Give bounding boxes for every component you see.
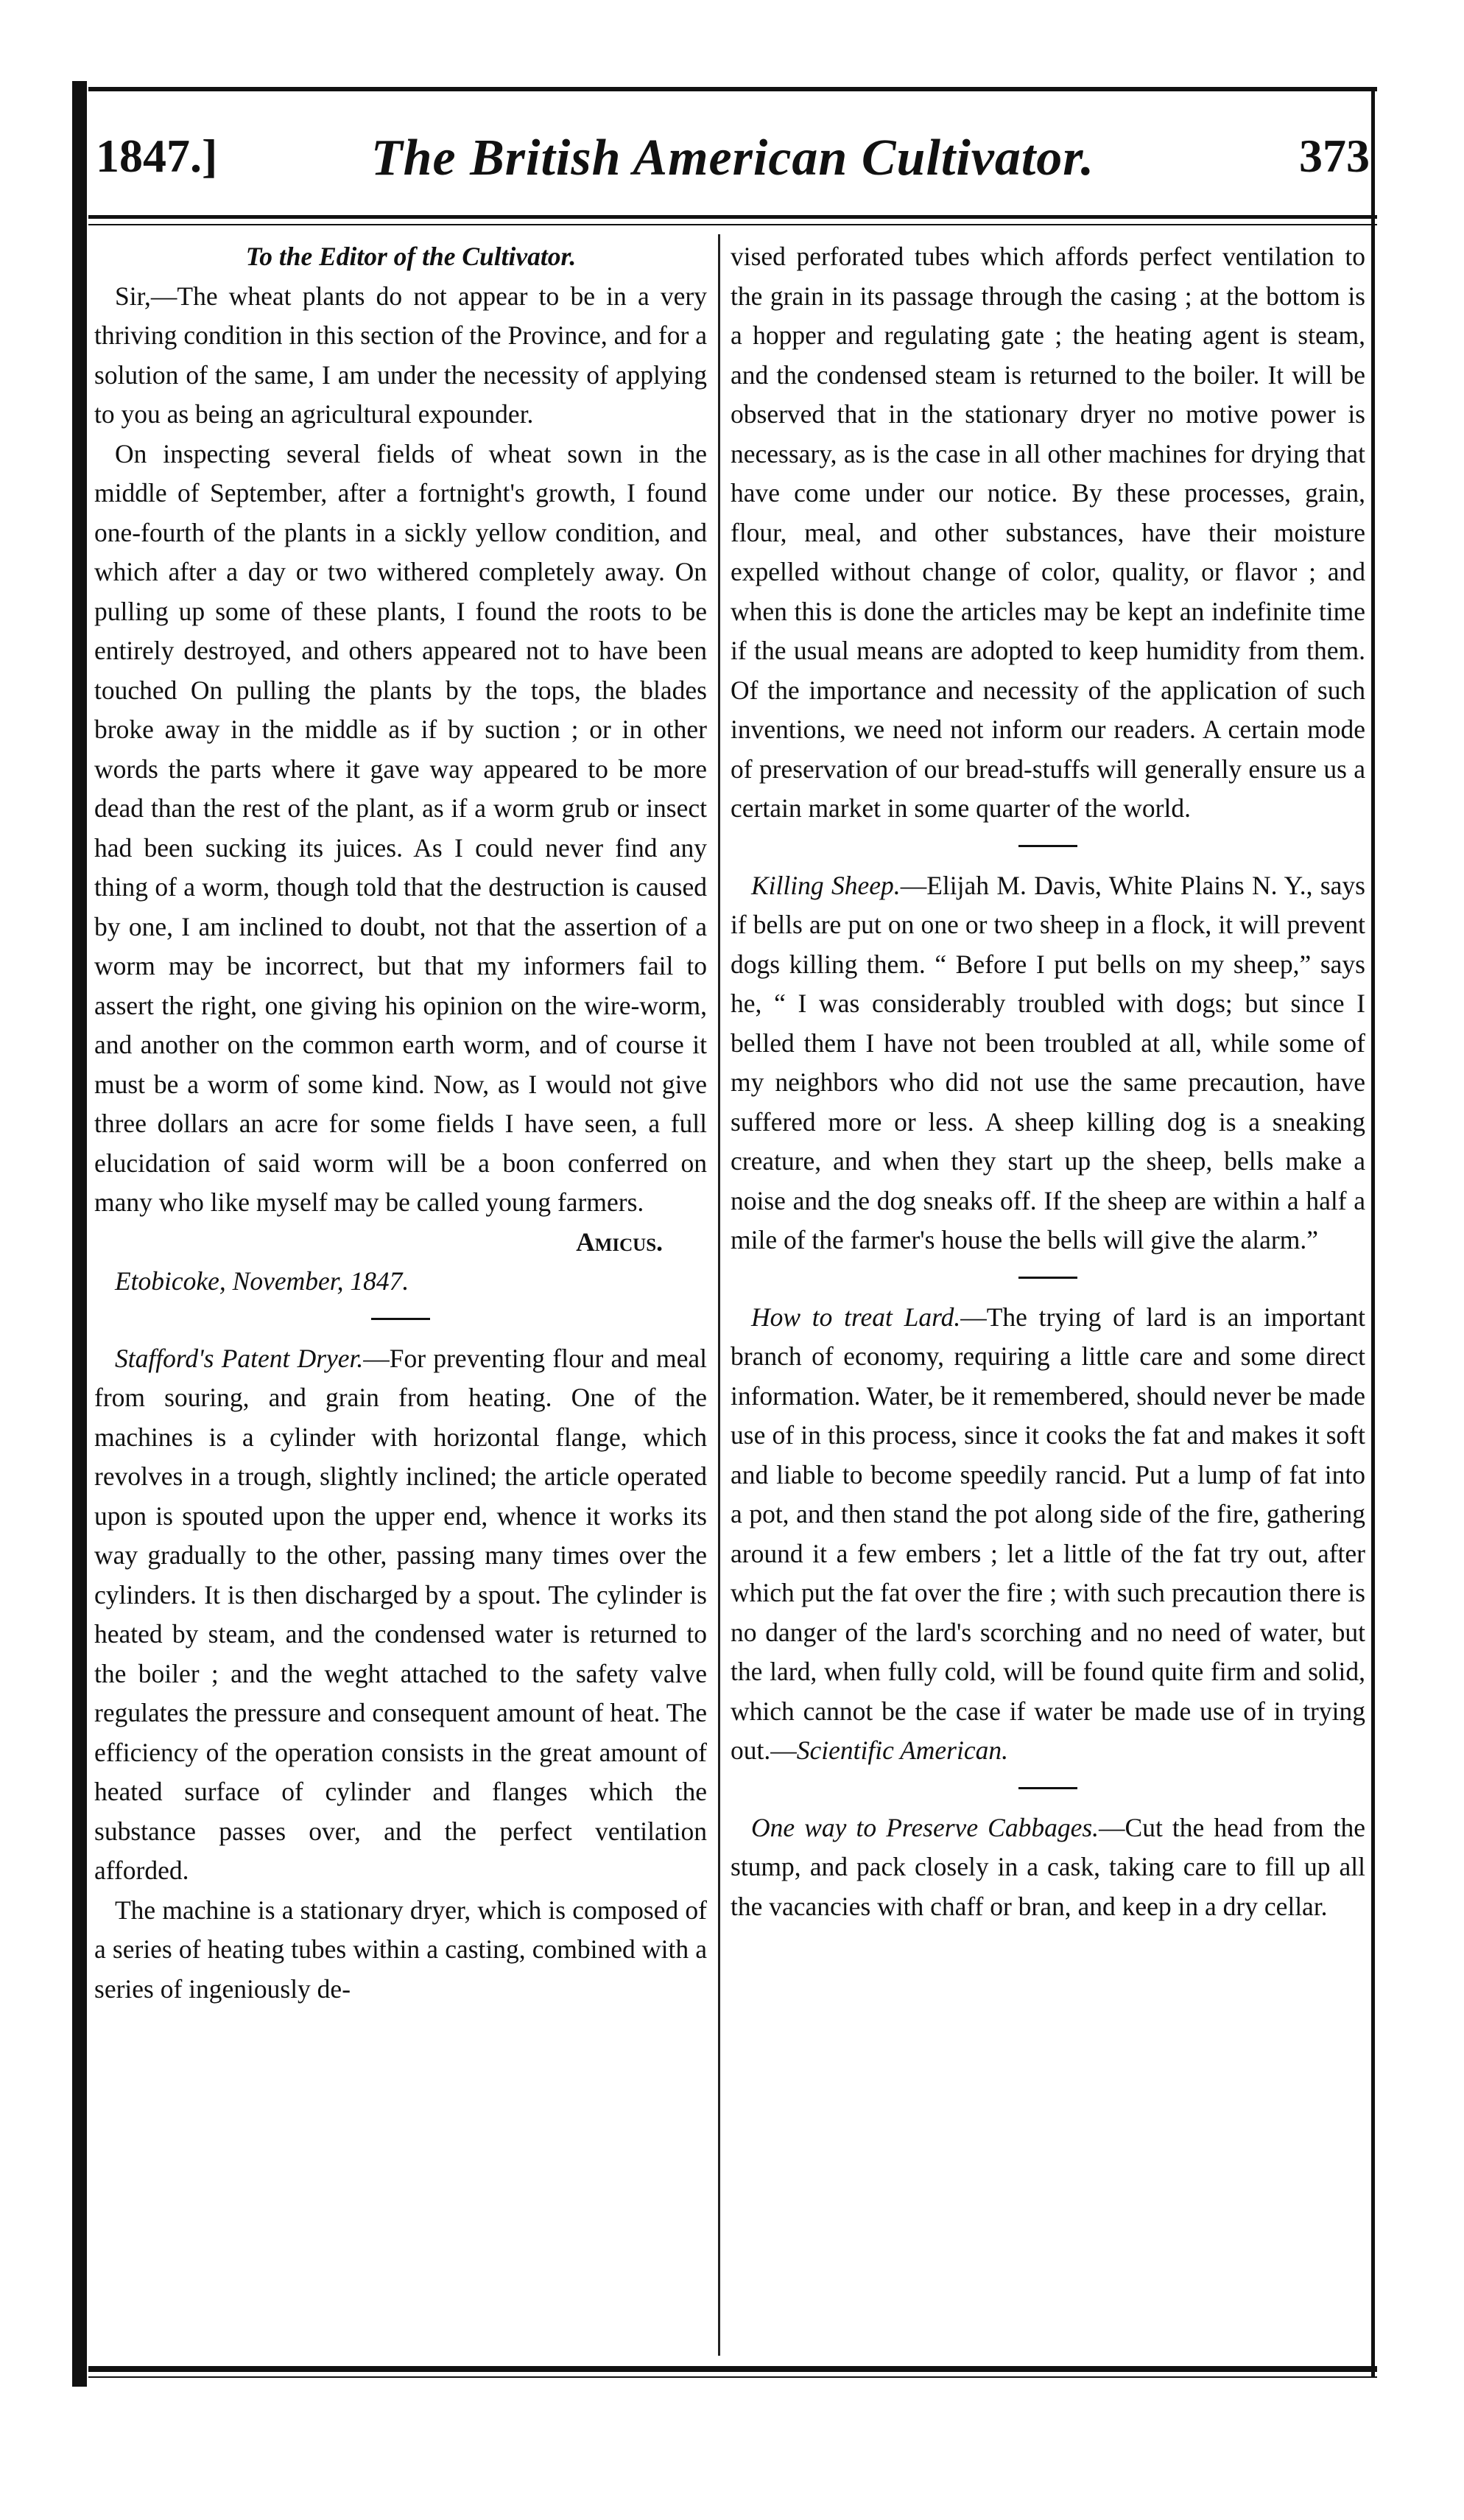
letter-title: To the Editor of the Cultivator.: [245, 242, 577, 271]
sheep-title: Killing Sheep.: [751, 870, 901, 900]
bottom-border-rule: [88, 2366, 1377, 2372]
binding-edge: [72, 81, 87, 2387]
right-column: [731, 237, 1365, 1926]
page-header: [88, 129, 1377, 203]
page-number: 373: [1299, 130, 1370, 182]
sheep-paragraph: [731, 866, 1365, 1260]
article-separator: [1018, 845, 1077, 847]
bottom-border-rule-thin: [88, 2376, 1377, 2378]
sheep-text: —Elijah M. Davis, White Plains N. Y., says if bells are put on one or two sheep in a flock, it will prevent dogs killing them. “ Before I put bells on my sheep,” says he, “ I was considerably troubled with dogs; but since I belled them I have not been troubled at all, while some of my neighbors who did not use the same precaution, have suffered more or less. A sheep killing dog is a sneaking creature, and when they start up the sheep, bells make a noise and the dog sneaks off. If the sheep are within a half a mile of the farmer's house the bells will give the alarm.”: [731, 870, 1365, 1254]
dryer-paragraph-1: [94, 1339, 707, 1891]
lard-source: Scientific American.: [796, 1735, 1008, 1765]
cabbages-text: —Cut the head from the stump, and pack closely in a cask, taking care to fill up all the vacancies with chaff or bran, and keep in a dry cellar.: [731, 1812, 1365, 1921]
article-separator: [371, 1318, 430, 1320]
dryer-text-1: —For preventing flour and meal from souring, and grain from heating. One of the machines is a cylinder with horizontal flange, which revolves in a trough, slightly inclined; the article operated upon is spouted upon the upper end, whence it works its way gradually to the other, passing many times over the cylinders. It is then discharged by a spout. The cylinder is heated by steam, and the condensed water is returned to the boiler ; and the weght attached to the safety valve regulates the pressure and consequent amount of heat. The efficiency of the operation consists in the great amount of heated surface of cylinder and flanges which the substance passes over, and the perfect ventilation afforded.: [94, 1343, 707, 1885]
article-separator: [1018, 1787, 1077, 1789]
cabbages-title: One way to Preserve Cabbages.: [751, 1812, 1099, 1842]
letter-signature: Amicus.: [576, 1226, 663, 1257]
column-divider: [718, 234, 720, 2356]
lard-paragraph: [731, 1298, 1365, 1771]
right-border-rule: [1371, 87, 1375, 2378]
header-year: 1847.]: [96, 130, 218, 182]
lard-text: —The trying of lard is an important branch of economy, requiring a little care and some direct information. Water, be it remembered, should never be made use of in this process, since it cooks the fat and makes it soft and liable to become speedily rancid. Put a lump of fat into a pot, and then stand the pot along side of the fire, gathering around it a few embers ; let a little of the fat try out, after which put the fat over the fire ; with such precaution there is no danger of the lard's scorching and no need of water, but the lard, when fully cold, will be found quite firm and solid, which cannot be the case if water be made use of in trying out.—: [731, 1302, 1366, 1765]
article-separator: [1018, 1277, 1077, 1279]
dryer-title: Stafford's Patent Dryer.: [115, 1343, 364, 1373]
letter-paragraph-2: On inspecting several fields of wheat sown in the middle of September, after a fortnight's growth, I found one-fourth of the plants in a sickly yellow condition, and which after a day or two withered completely away. On pulling up some of these plants, I found the roots to be entirely destroyed, and others appeared not to have been touched On pulling the plants by the tops, the blades broke away in the middle as if by suction ; or in other words the parts where it gave way appeared to be more dead than the rest of the plant, as if a worm grub or insect had been sucking its juices. As I could never find any thing of a worm, though told that the destruction is caused by one, I am inclined to doubt, not that the assertion of a worm may be incorrect, but that my informers fail to assert the right, one giving his opinion on the wire-worm, and another on the common earth worm, and of course it must be a worm of some kind. Now, as I would not give three dollars an acre for some fields I have seen, a full elucidation of said worm will be a boon conferred on many who like myself may be called young farmers.: [94, 438, 707, 1217]
publication-title: The British American Cultivator.: [370, 130, 1095, 186]
dryer-paragraph-2: The machine is a stationary dryer, which is composed of a series of heating tubes within a casting, combined with a series of ingeniously de-: [94, 1895, 707, 2004]
cabbages-paragraph: [731, 1808, 1365, 1927]
top-border-rule: [88, 87, 1377, 91]
left-column: [94, 237, 707, 2009]
letter-paragraph-1: Sir,—The wheat plants do not appear to be in a very thriving condition in this section of the Province, and for a solution of the same, I am under the necessity of applying to you as being an agricultural expounder.: [94, 281, 707, 429]
header-rule-thin: [88, 224, 1377, 225]
lard-title: How to treat Lard.: [751, 1302, 961, 1332]
letter-place-date: Etobicoke, November, 1847.: [115, 1266, 409, 1296]
dryer-continuation: vised perforated tubes which affords perfect ventilation to the grain in its passage through the casing ; at the bottom is a hopper and regulating gate ; the heating agent is steam, and the condensed steam is returned to the boiler. It will be observed that in the stationary dryer no motive power is necessary, as is the case in all other machines for drying that have come under our notice. By these processes, grain, flour, meal, and other substances, have their moisture expelled without change of color, quality, or flavor ; and when this is done the articles may be kept an indefinite time if the usual means are adopted to keep humidity from them. Of the importance and necessity of the application of such inventions, we need not inform our readers. A certain mode of preservation of our bread-stuffs will generally ensure us a certain market in some quarter of the world.: [731, 242, 1365, 823]
header-rule: [88, 215, 1377, 219]
